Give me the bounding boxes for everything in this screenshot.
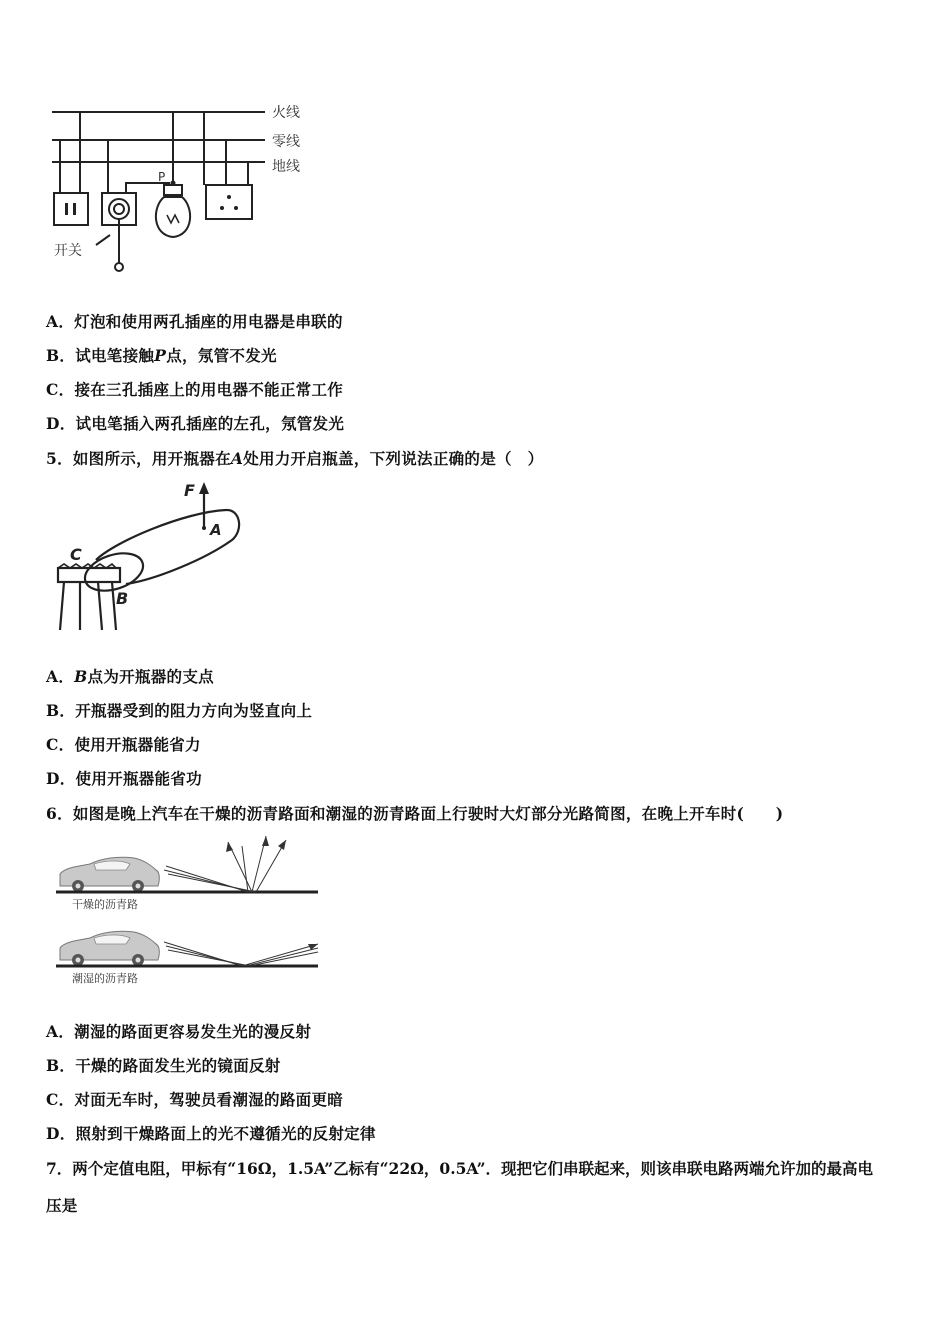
opener-head [80, 547, 148, 598]
q7-stem-line2: 压是 [46, 1196, 78, 1215]
label-live: 火线 [272, 105, 300, 121]
two-hole-socket [54, 193, 88, 225]
q6-stem: 6．如图是晚上汽车在干燥的沥青路面和潮湿的沥青路面上行驶时大灯部分光路简图，在晚上开车时( ) [46, 804, 784, 823]
label-point-p: P [158, 170, 166, 184]
label-neutral: 零线 [272, 134, 300, 150]
label-ground: 地线 [272, 159, 300, 175]
q7-stem-line1: 7．两个定值电阻，甲标有“16Ω，1.5A”乙标有“22Ω，0.5A”．现把它们串联起来，则该串联电路两端允许加的最高电 [46, 1159, 873, 1178]
three-hole-socket [206, 185, 252, 219]
caption-dry-road: 干燥的沥青路 [72, 898, 138, 911]
q6-option-a: A．潮湿的路面更容易发生光的漫反射 [46, 1022, 312, 1041]
q4-option-c: C．接在三孔插座上的用电器不能正常工作 [46, 380, 344, 399]
label-b: B [116, 589, 129, 608]
label-switch: 开关 [54, 243, 82, 259]
label-c: C [70, 545, 82, 564]
q5-stem: 5．如图所示，用开瓶器在A处用力开启瓶盖，下列说法正确的是（ ） [46, 449, 544, 468]
q6-option-d: D．照射到干燥路面上的光不遵循光的反射定律 [46, 1124, 376, 1143]
circuit-diagram [40, 95, 320, 280]
q5-option-a: A．B点为开瓶器的支点 [46, 667, 214, 686]
pull-cord-knob [115, 263, 123, 271]
caption-wet-road: 潮湿的沥青路 [72, 972, 138, 985]
q5-option-c: C．使用开瓶器能省力 [46, 735, 201, 754]
q6-option-c: C．对面无车时，驾驶员看潮湿的路面更暗 [46, 1090, 344, 1109]
label-f: F [184, 481, 195, 500]
lamp-holder [164, 185, 182, 195]
light-bulb [156, 197, 190, 237]
q5-option-b: B．开瓶器受到的阻力方向为竖直向上 [46, 701, 313, 720]
q4-option-d: D．试电笔插入两孔插座的左孔，氖管发光 [46, 414, 345, 433]
label-a: A [210, 521, 222, 539]
q5-option-d: D．使用开瓶器能省功 [46, 769, 202, 788]
q4-option-b: B．试电笔接触P点，氖管不发光 [46, 346, 277, 365]
q6-option-b: B．干燥的路面发生光的镜面反射 [46, 1056, 281, 1075]
bottle-opener-figure [44, 480, 254, 635]
dry-road-figure [56, 836, 326, 896]
q4-option-a: A．灯泡和使用两孔插座的用电器是串联的 [46, 312, 343, 331]
wet-road-figure [56, 910, 326, 970]
